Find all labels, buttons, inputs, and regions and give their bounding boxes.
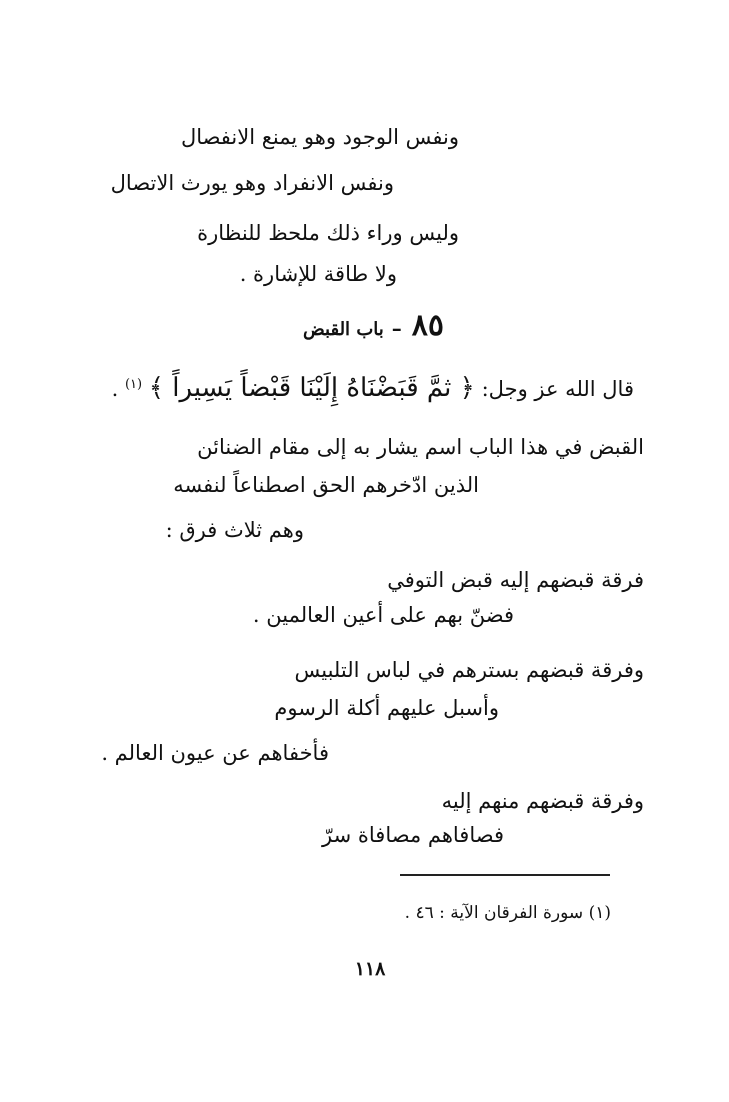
- body-line-1: القبض في هذا الباب اسم يشار به إلى مقام الضنائن: [197, 435, 644, 459]
- body-line-5: فضنّ بهم على أعين العالمين .: [252, 603, 514, 627]
- verse-text: ﴿ ثمَّ قَبَضْنَاهُ إِلَيْنَا قَبْضاً يَسِيراً ﴾: [148, 373, 475, 403]
- body-line-2: الذين ادّخرهم الحق اصطناعاً لنفسه: [173, 473, 479, 497]
- body-line-3: وهم ثلاث فرق :: [165, 518, 304, 542]
- body-line-10: فصافاهم مصافاة سرّ: [322, 823, 504, 847]
- verse-intro: قال الله عز وجل:: [481, 377, 634, 401]
- chapter-heading: [303, 308, 444, 343]
- poem-line-3: وليس وراء ذلك ملحظ للنظارة: [197, 221, 459, 245]
- page-number: ١١٨: [354, 958, 386, 980]
- body-line-9: وفرقة قبضهم منهم إليه: [441, 789, 644, 813]
- poem-line-2: ونفس الانفراد وهو يورث الاتصال: [110, 171, 394, 195]
- body-line-4: فرقة قبضهم إليه قبض التوفي: [387, 568, 644, 592]
- verse-line: [112, 365, 634, 409]
- body-line-6: وفرقة قبضهم بسترهم في لباس التلبيس: [294, 658, 644, 682]
- chapter-dash: –: [391, 316, 402, 340]
- verse-footnote-ref: (١): [124, 377, 143, 392]
- footnote-divider: [400, 874, 610, 876]
- poem-line-1: ونفس الوجود وهو يمنع الانفصال: [180, 125, 459, 149]
- footnote: (١) سورة الفرقان الآية : ٤٦ .: [404, 903, 611, 923]
- verse-end: .: [111, 377, 119, 401]
- chapter-title: باب القبض: [302, 319, 384, 340]
- poem-line-4: ولا طاقة للإشارة .: [239, 262, 397, 286]
- chapter-number: ٨٥: [411, 308, 444, 343]
- body-line-8: فأخفاهم عن عيون العالم .: [101, 741, 329, 765]
- body-line-7: وأسبل عليهم أكلة الرسوم: [274, 696, 499, 720]
